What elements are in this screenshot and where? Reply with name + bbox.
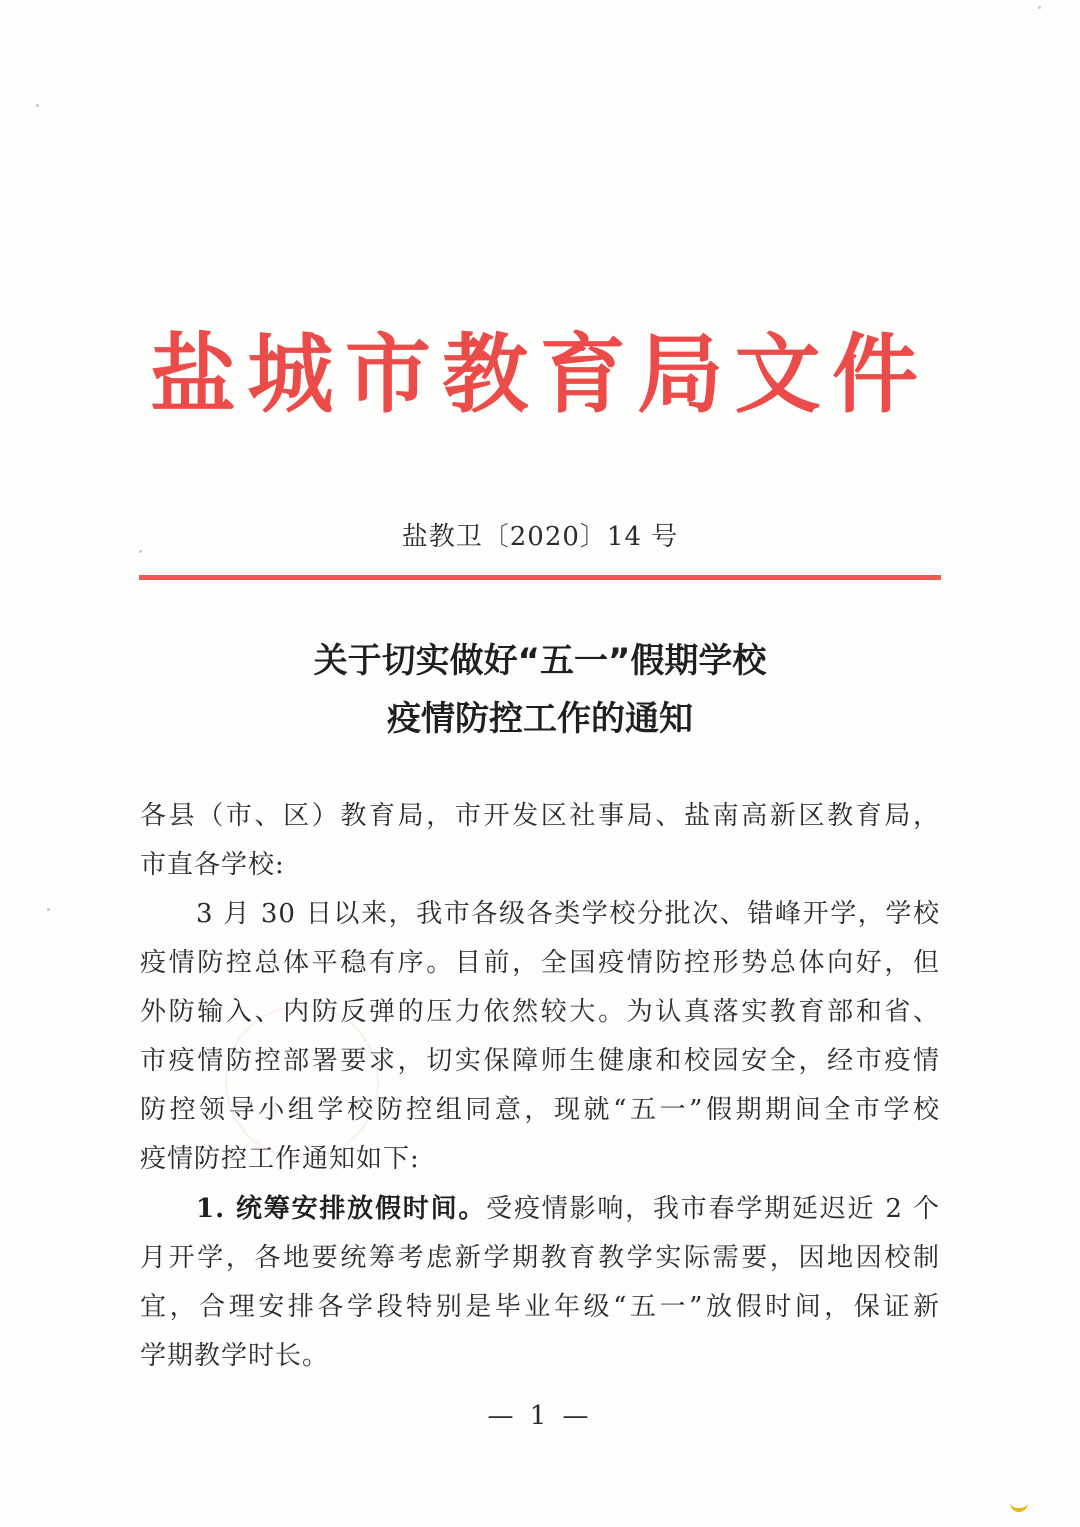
notice-title-line-1: 关于切实做好“五一”假期学校 <box>313 641 767 681</box>
scan-speck <box>47 908 50 911</box>
page-number: — 1 — <box>487 1401 593 1431</box>
body-paragraph-1 <box>140 890 940 1184</box>
section-heading: 1. 统筹安排放假时间。 <box>196 1194 487 1224</box>
section-heading-continuation: 受疫情影响，我市春学期延迟近 2 个 <box>486 1194 940 1224</box>
body-paragraph-1-line: 3 月 30 日以来，我市各级各类学校分批次、错峰开学，学校 <box>196 899 940 929</box>
body-paragraph-2 <box>140 1185 940 1381</box>
scan-speck <box>1038 6 1041 9</box>
corner-watermark-mark <box>1010 1500 1028 1512</box>
document-number: 盐教卫〔2020〕14 号 <box>401 522 679 552</box>
notice-title <box>0 632 1080 748</box>
red-separator-rule <box>139 575 941 580</box>
body-paragraph-1-line: 市疫情防控部署要求，切实保障师生健康和校园安全，经市疫情 <box>140 1046 940 1076</box>
body-paragraph-2-line: 学期教学时长。 <box>140 1341 330 1371</box>
body-paragraph-1-line: 外防输入、内防反弹的压力依然较大。为认真落实教育部和省、 <box>140 997 940 1027</box>
body-paragraph-2-line: 宜，合理安排各学段特别是毕业年级“五一”放假时间，保证新 <box>140 1292 940 1322</box>
body-paragraph-1-line: 防控领导小组学校防控组同意，现就“五一”假期期间全市学校 <box>140 1095 940 1125</box>
notice-title-line-2: 疫情防控工作的通知 <box>387 699 693 739</box>
body-paragraph-2-first-line <box>140 1185 940 1234</box>
body-paragraph-1-line: 疫情防控工作通知如下: <box>140 1144 420 1174</box>
salutation-line-1: 各县（市、区）教育局，市开发区社事局、盐南高新区教育局， <box>140 801 940 831</box>
salutation <box>140 792 940 890</box>
body-paragraph-2-line: 月开学，各地要统筹考虑新学期教育教学实际需要，因地因校制 <box>140 1243 940 1273</box>
body-paragraph-1-line: 疫情防控总体平稳有序。目前，全国疫情防控形势总体向好，但 <box>140 948 940 978</box>
salutation-line-2: 市直各学校: <box>140 850 285 880</box>
scan-speck <box>36 104 39 107</box>
issuer-heading: 盐城市教育局文件 <box>150 325 920 425</box>
